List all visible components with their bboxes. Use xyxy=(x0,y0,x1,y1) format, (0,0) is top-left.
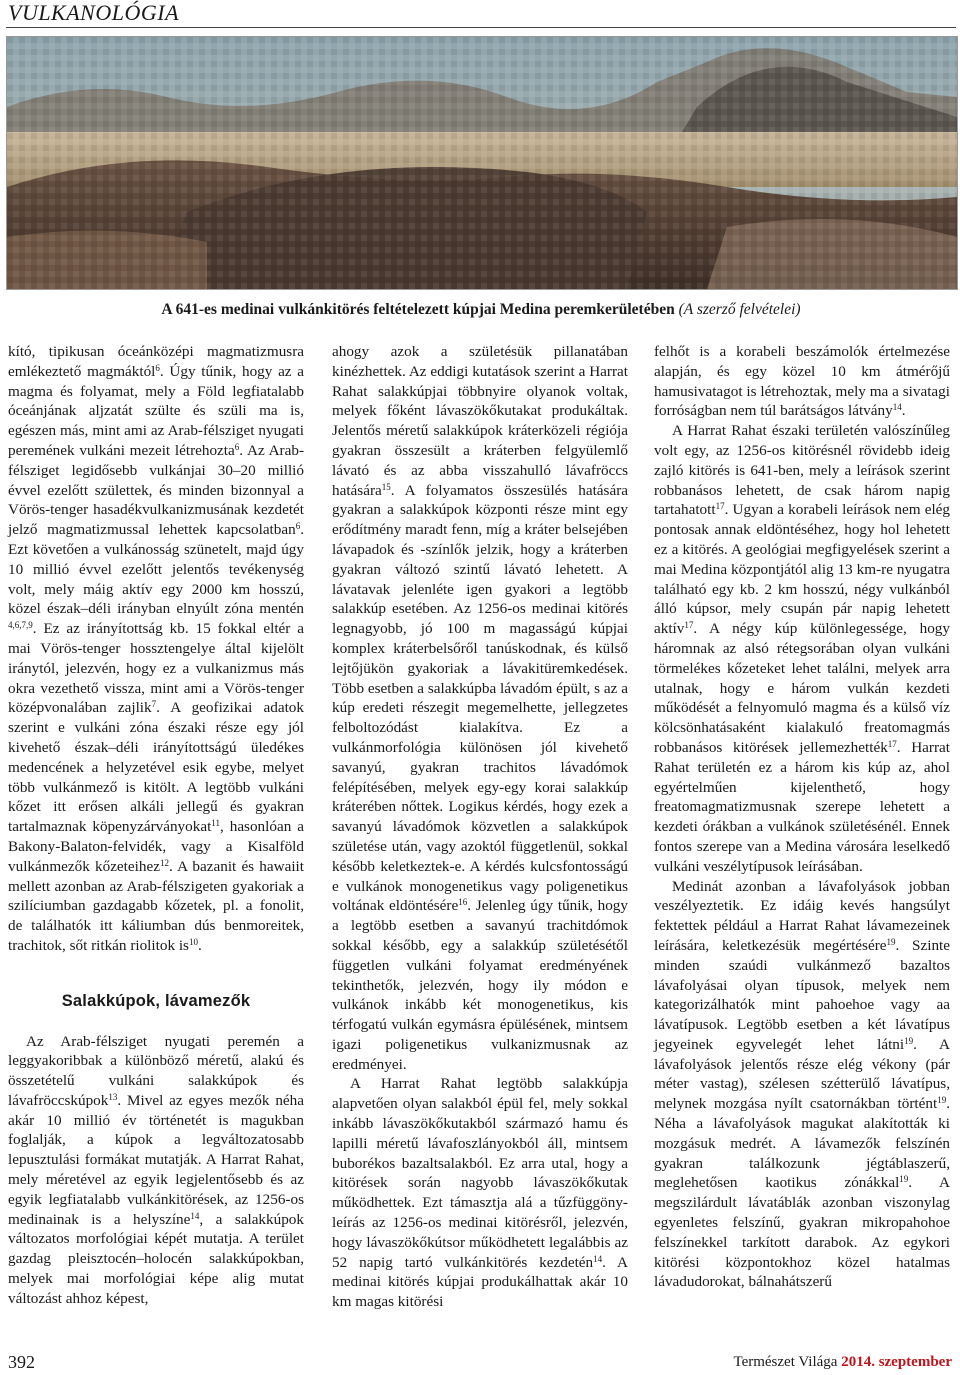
page-header xyxy=(6,0,956,28)
paragraph: Medinát azonban a lávafolyások jobban veszélyeztetik. Ez idáig kevés hangsúlyt fektettek például a Harrat Rahat lávamezeinek leírására, keletkezésük megértésére$^{19}$. Szinte minden szaúdi vulkánmező bazaltos lávafolyásai olyan típusok, melyek nem kategorizálhatók mint pahoehoe vagy aa lávatípusok. Legtöbb esetben a két lávatípus jegyeinek egyvelegét lehet látni$^{19}$. A lávafolyások jelentős része elég vékony (pár méter vastag), szélesen szétterülő lávatípus, melynek mozgása nyílt csatornákban történt$^{19}$. Néha a lávafolyások magukat alakították ki mozgásuk medrét. A lávamezők felszínén gyakran találkozunk jégtáblaszerű, meglehetősen kaotikus zónákkal$^{19}$. A megszilárdult lávatáblák azonban viszonylag egyenletes felszínű, gyakran mikropahohoe felszínekkel tarkított darabok. Az egykori kitörési központokhoz közel hatalmas lávadudorokat, bálnahátszerű xyxy=(654,877,950,1291)
section-label: VULKANOLÓGIA xyxy=(8,0,180,25)
subheading: Salakkúpok, lávamezők xyxy=(61,991,251,1010)
column-1 xyxy=(8,342,304,1309)
caption-credit: (A szerző felvételei) xyxy=(678,301,801,318)
magazine-title: Természet Világa xyxy=(733,1354,838,1370)
paragraph: Az Arab-félsziget nyugati peremén a leggyakoribbak a különböző méretű, alakú és összetételű vulkáni salakkúpok és lávafröccskúpok$^{13}$. Mivel az egyes mezők néha akár 10 millió év történetét is magukban foglalják, a kúpok a legváltozatosabb lepusztulási formákat mutatják. A Harrat Rahat, mely méretével az egyik legjelentősebb és az egyik legfiatalabb vulkánkitörések, az 1256-os medinainak is a helyszíne$^{14}$, a salakkúpok változatos morfológiai képét mutatja. A terület gazdag pleisztocén–holocén salakkúpokban, melyek mai morfológiai képe alig mutat változást ahhoz képest, xyxy=(8,1032,304,1307)
paragraph: ahogy azok a születésük pillanatában kinézhettek. Az eddigi kutatások szerint a Harrat Rahat salakkúpjai többnyire olyanok voltak, melyek főként lávaszökőkutakat produkáltak. Jelentős méretű salakkúpok kráterközeli régiója gyakran összesült a kráterben felgyülemlő lávató és az abba visszahulló lávafröccs hatására$^{15}$. A folyamatos összesülés hatására gyakran a salakkúpok központi része mint egy erődítmény maradt fenn, míg a kráter belsejében lávapadok és -színlők jelzik, hogy a kráterben gyakran változó szintű lávató lehetett. A lávatavak jelenléte igen gyakori a legtöbb salakkúp esetében. Az 1256-os medinai kitörés legnagyobb, jó 100 m magasságú kúpjai komplex kráterbelsőről tanúskodnak, és külső lejtőjükön gyakoriak a lávakitüremkedések. Több esetben a salakkúpba lávadóm épült, s az a kúp eredeti részegit megemelhette, jellegzetes felboltozódást kialakítva. Ez a vulkánmorfológia különösen jól kivehető savanyú, gyakran trachitos lávadómok felépítésében, melyek egy-egy korai salakkúp kráterében nőttek. Logikus kérdés, hogy ezek a savanyú lávadómok közvetlen a salakkúpok születése után, vagy azoktól függetlenül, sokkal később keletkeztek-e. A kérdés kulcsfontosságú e vulkánok monogenetikus vagy poligenetikus voltának eldöntésére$^{16}$. Jelenleg úgy tűnik, hogy a legtöbb esetben a savanyú trachitdómok sokkal később, egy a salakkúp születésétől független vulkáni folyamat eredményének tekinthetők, jelezvén, hogy ily módon e vulkánok inkább két monogenetikus, kis térfogatú vulkán egymásra épülésének, mintsem igazi poligenetikus vulkanizmusnak az eredményei. xyxy=(332,343,628,1073)
paragraph: felhőt is a korabeli beszámolók értelmezése alapján, és egy közel 10 km átmérőjű hamusivatagot is létrehoztak, mely ma a sivatagi forróságban nem túl barátságos látvány$^{14}$. xyxy=(654,343,950,420)
column-3 xyxy=(654,342,950,1292)
caption-text: A 641-es medinai vulkánkitörés feltételezett kúpjai Medina peremkerületében xyxy=(161,301,675,318)
magazine-footer xyxy=(733,1354,952,1371)
page-number: 392 xyxy=(8,1352,35,1372)
volcanic-cones-photo xyxy=(6,36,958,290)
paragraph: A Harrat Rahat legtöbb salakkúpja alapvetően olyan salakból épül fel, mely sokkal inkább lávaszökőkutakból származó hamu és lapilli méretű lávafoszlányokból áll, mintsem buborékos bazaltsalakból. Ez arra utal, hogy a kitörések során nagyobb lávaszökőkutak működhettek. Ezt támasztja alá a tűzfüggöny-leírás az 1256-os medinai kitörésről, jelezvén, hogy lávaszökőkútsor működhetett legalábbis az 52 napig tartó vulkánkitörés kezdetén$^{14}$. A medinai kitörés kúpjai produkálhattak akár 10 km magas kitörési xyxy=(332,1075,628,1311)
photo-caption xyxy=(6,300,956,320)
paragraph: A Harrat Rahat északi területén valószínűleg volt egy, az 1256-os kitörésnél rövidebb ideig zajló kitörés is 641-ben, mely a leírások szerint robbanásos lehetett, de csak három napig tartahatott$^{17}$. Ugyan a korabeli leírások nem elég pontosak annak eldöntéséhez, hogy hol lehetett ez a kitörés. A geológiai megfigyelések szerint a mai Medina központjától alig 13 km-re nyugatra található egy kb. 2 km hosszú, négy vulkánból álló kúpsor, mely csupán pár napig lehetett aktív$^{17}$. A négy kúp különlegessége, hogy háromnak az alsó rétegsorában olyan vulkáni törmelékes kőzeteket lehet találni, melyek arra utalnak, hogy e három vulkán kezdeti működését a felnyomuló magma és a külső víz kölcsönhatásaként kialakuló freatomagmás robbanásos kitörések jellemezhették$^{17}$. Harrat Rahat területén ez a három kis kúp az, ahol egyértelműen kijelenthető, hogy freatomagmatizmusnak szerepe lehetett a kezdeti órákban a vulkánok születésénél. Ennek fontos szerepe van a Medina városára leselkedő vulkáni veszélytípusok leírásában. xyxy=(654,422,950,875)
paragraph: kító, tipikusan óceánközépi magmatizmusra emlékeztető magmáktól$^6$. Úgy tűnik, hogy az a magma és folyamat, mely a Föld legfiatalabb óceánjának aljzatát szülte és szüli ma is, egészen más, mint ami az Arab-félsziget nyugati peremének vulkáni mezeit létrehozta$^6$. Az Arab-félsziget legidősebb vulkánjai 30–20 millió évvel ezelőtt születtek, és minden bizonnyal a Vörös-tenger hasadékvulkanizmusának kezdetét jelző magmatizmussal lehettek kapcsolatban$^6$. Ezt követően a vulkánosság szünetelt, majd úgy 10 millió évvel ezelőtt jelentős tevékenység volt, mely máig aktív egy 2000 km hosszú, közel észak–déli irányban elnyúlt zóna mentén $^{4,6,7,9}$. Ez az irányítottság kb. 15 fokkal eltér a mai Vörös-tenger hossztengelye által kijelölt iránytól, jelezvén, hogy ez a vulkanizmus más okra vezethető vissza, mint ami a Vörös-tenger középvonalában zajlik$^7$. A geofizikai adatok szerint e vulkáni zóna északi része egy jól kivehető észak–déli irányítottságú üledékes medencének a helyzetével esik egybe, melyet több vulkánmező is kitölt. A legtöbb vulkáni kőzet itt erősen alkáli jellegű és gyakran tartalmaznak köpenyzárványokat$^{11}$, hasonlóan a Bakony-Balaton-felvidék, vagy a Kisalföld vulkánmezők kőzeteihez$^{12}$. A bazanit és hawaiit mellett azonban az Arab-félszigeten gyakoriak a szilíciumban gazdagabb kőzetek, pl. a fonolit, de találhatók itt káliumban dús benmoreitek, trachitok, sőt ritkán riolitok $is^{10}$. xyxy=(8,343,305,954)
header-rule xyxy=(6,27,956,28)
column-2 xyxy=(332,342,628,1312)
issue-date: 2014. szeptember xyxy=(841,1354,952,1370)
